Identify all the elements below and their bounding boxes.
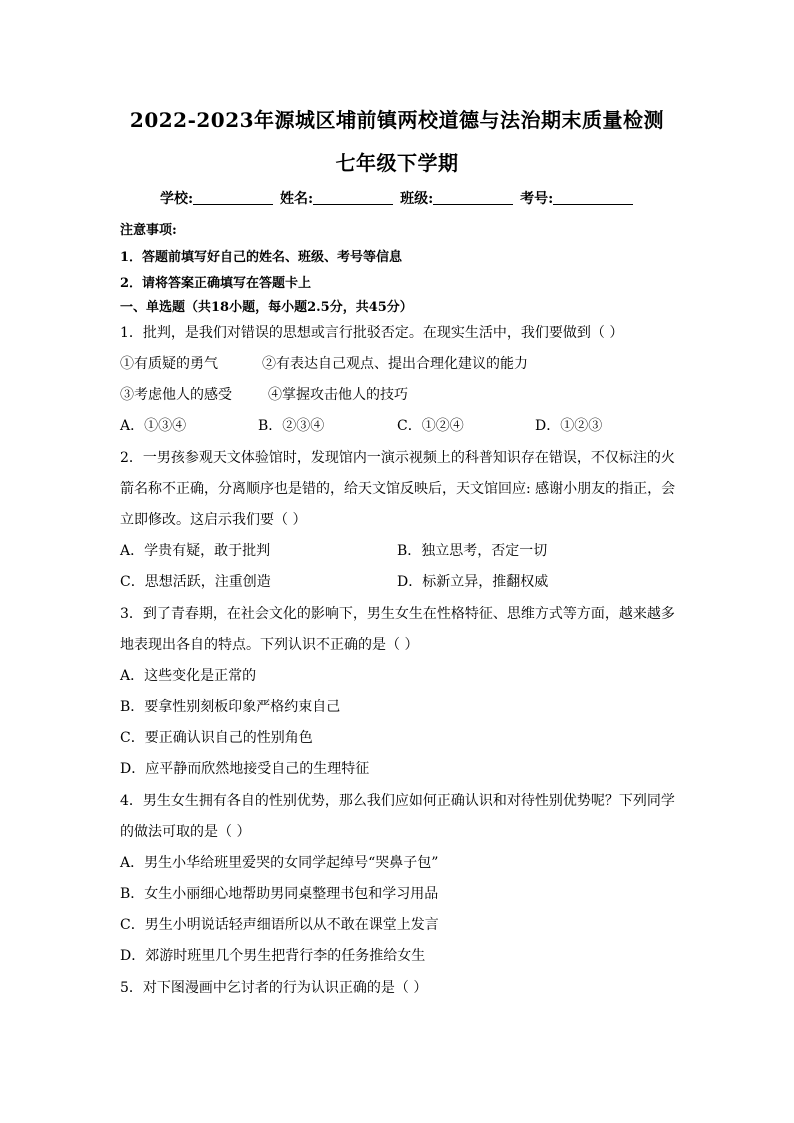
q1-option-d: D．①②③ [535,418,603,434]
q1-option-b: B．②③④ [258,418,325,434]
exam-title: 2022-2023年源城区埔前镇两校道德与法治期末质量检测 [129,108,665,132]
q1-statement-2: ②有表达自己观点、提出合理化建议的能力 [262,356,528,372]
number-blank [553,190,633,205]
q3-option-d: D．应平静而欣然地接受自己的生理特征 [120,761,370,777]
q1-statement-1: ①有质疑的勇气 [120,356,218,372]
q1-option-a: A．①③④ [120,418,187,434]
notice-heading: 注意事项: [120,223,177,238]
name-blank [313,190,393,205]
q2-stem-line-3: 立即修改。这启示我们要（ ） [120,512,307,528]
q1-option-c: C．①②④ [397,418,464,434]
q4-option-c: C．男生小明说话轻声细语所以从不敢在课堂上发言 [120,917,439,933]
q4-stem-line-1: 4．男生女生拥有各自的性别优势，那么我们应如何正确认识和对待性别优势呢？下列同学 [120,793,675,809]
school-label: 学校: [160,191,194,207]
class-label: 班级: [400,191,434,207]
q1-statement-3: ③考虑他人的感受 [120,387,232,403]
class-blank [433,190,513,205]
q4-option-a: A．男生小华给班里爱哭的女同学起绰号“哭鼻子包” [120,855,439,871]
q3-option-c: C．要正确认识自己的性别角色 [120,730,313,746]
notice-item-2: 2．请将答案正确填写在答题卡上 [120,276,312,291]
q2-option-a: A．学贵有疑，敢于批判 [120,543,271,559]
exam-subtitle: 七年级下学期 [335,151,459,175]
q3-stem-line-1: 3．到了青春期，在社会文化的影响下，男生女生在性格特征、思维方式等方面，越来越多 [120,606,675,622]
q3-stem-line-2: 地表现出各自的特点。下列认识不正确的是（ ） [120,637,419,653]
q3-option-a: A．这些变化是正常的 [120,668,257,684]
q1-statement-4: ④掌握攻击他人的技巧 [268,387,408,403]
notice-item-1: 1．答题前填写好自己的姓名、班级、考号等信息 [120,250,403,265]
q2-stem-line-1: 2．一男孩参观天文体验馆时，发现馆内一演示视频上的科普知识存在错误，不仅标注的火 [120,450,675,466]
q4-option-d: D．郊游时班里几个男生把背行李的任务推给女生 [120,948,426,964]
number-label: 考号: [520,191,554,207]
q2-option-c: C．思想活跃，注重创造 [120,574,271,590]
name-label: 姓名: [280,191,314,207]
student-info-row [160,188,640,208]
school-blank [193,190,273,205]
q2-option-b: B．独立思考，否定一切 [397,543,548,559]
q2-stem-line-2: 箭名称不正确，分离顺序也是错的，给天文馆反映后，天文馆回应: 感谢小朋友的指正，会 [120,481,676,497]
q2-option-d: D．标新立异，推翻权威 [397,574,549,590]
q1-stem: 1．批判，是我们对错误的思想或言行批驳否定。在现实生活中，我们要做到（ ） [120,325,624,341]
q4-option-b: B．女生小丽细心地帮助男同桌整理书包和学习用品 [120,886,439,902]
q5-stem: 5．对下图漫画中乞讨者的行为认识正确的是（ ） [120,980,428,996]
section-title: 一、单选题（共18小题，每小题2.5分，共45分） [120,300,413,315]
q3-option-b: B．要拿性别刻板印象严格约束自己 [120,699,341,715]
q4-stem-line-2: 的做法可取的是（ ） [120,824,251,840]
